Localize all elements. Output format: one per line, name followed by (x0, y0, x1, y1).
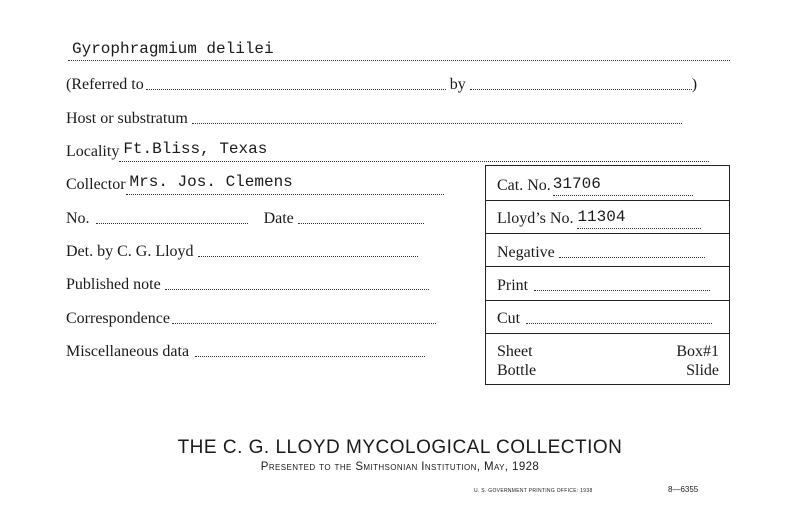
form-number: 8—6355 (668, 485, 699, 494)
no-line[interactable] (96, 223, 248, 224)
host-line[interactable] (192, 123, 682, 124)
locality-value: Ft.Bliss, Texas (123, 140, 268, 158)
det-row (66, 243, 418, 261)
printer-imprint: U. S. GOVERNMENT PRINTING OFFICE: 1938 (474, 488, 593, 494)
species-name: Gyrophragmium delilei (72, 40, 274, 58)
cat-no-field[interactable] (553, 177, 693, 195)
by-line[interactable] (470, 89, 692, 90)
species-underline (68, 60, 730, 61)
no-label: No. (66, 210, 90, 227)
lloyd-no-value: 11304 (577, 208, 626, 226)
catalog-box (485, 165, 730, 385)
cat-no-row (497, 177, 693, 195)
locality-row (66, 140, 709, 161)
collector-line (126, 194, 444, 195)
published-label: Published note (66, 276, 161, 293)
collection-subtitle: Presented to the Smithsonian Institution, May, 1928 (260, 461, 540, 473)
cut-row (497, 310, 712, 328)
locality-line (119, 161, 709, 162)
collector-row (66, 173, 444, 194)
cut-label: Cut (497, 310, 521, 327)
negative-label: Negative (497, 244, 555, 261)
cat-no-label: Cat. No. (497, 177, 551, 194)
locality-label: Locality (66, 143, 120, 160)
sheet-label: Sheet (497, 343, 533, 360)
cat-no-line (553, 195, 693, 196)
no-date-row (66, 210, 424, 228)
collector-field[interactable] (126, 173, 444, 194)
date-label: Date (263, 210, 294, 227)
bottle-slide-row (497, 362, 719, 380)
slide-label: Slide (686, 362, 719, 379)
lloyd-no-label: Lloyd’s No. (497, 210, 574, 227)
referred-to-line[interactable] (146, 89, 446, 90)
cat-no-value: 31706 (552, 175, 601, 193)
correspondence-row (66, 310, 436, 328)
negative-row (497, 244, 705, 262)
host-label: Host or substratum (66, 110, 188, 127)
lloyd-no-row (497, 210, 701, 228)
box-divider-4 (486, 300, 729, 301)
box-divider-1 (486, 200, 729, 201)
misc-row (66, 343, 425, 361)
print-row (497, 277, 710, 295)
lloyd-no-field[interactable] (577, 210, 701, 228)
host-row (66, 110, 682, 128)
correspondence-line[interactable] (172, 323, 436, 324)
print-label: Print (497, 277, 529, 294)
locality-field[interactable] (119, 140, 709, 161)
referred-row (66, 76, 697, 94)
referred-to-label: (Referred to (66, 76, 144, 93)
misc-line[interactable] (195, 356, 425, 357)
box-no-field (676, 343, 719, 361)
det-line[interactable] (198, 256, 418, 257)
box-label: Box (676, 343, 703, 360)
collection-title: THE C. G. LLOYD MYCOLOGICAL COLLECTION (177, 437, 623, 458)
collector-label: Collector (66, 176, 126, 193)
published-row (66, 276, 429, 294)
det-label: Det. by C. G. Lloyd (66, 243, 194, 260)
sheet-box-row (497, 343, 719, 361)
collector-value: Mrs. Jos. Clemens (129, 173, 293, 191)
bottle-label: Bottle (497, 362, 537, 379)
box-value: #1 (703, 343, 719, 360)
box-divider-2 (486, 233, 729, 234)
lloyd-no-line (577, 228, 701, 229)
box-divider-5 (486, 333, 729, 334)
print-line[interactable] (534, 290, 710, 291)
box-divider-3 (486, 266, 729, 267)
cut-line[interactable] (526, 323, 712, 324)
misc-label: Miscellaneous data (66, 343, 190, 360)
date-line[interactable] (298, 223, 424, 224)
correspondence-label: Correspondence (66, 310, 170, 327)
negative-line[interactable] (559, 257, 705, 258)
close-paren: ) (691, 76, 698, 93)
published-line[interactable] (165, 289, 429, 290)
by-label: by (449, 76, 466, 93)
